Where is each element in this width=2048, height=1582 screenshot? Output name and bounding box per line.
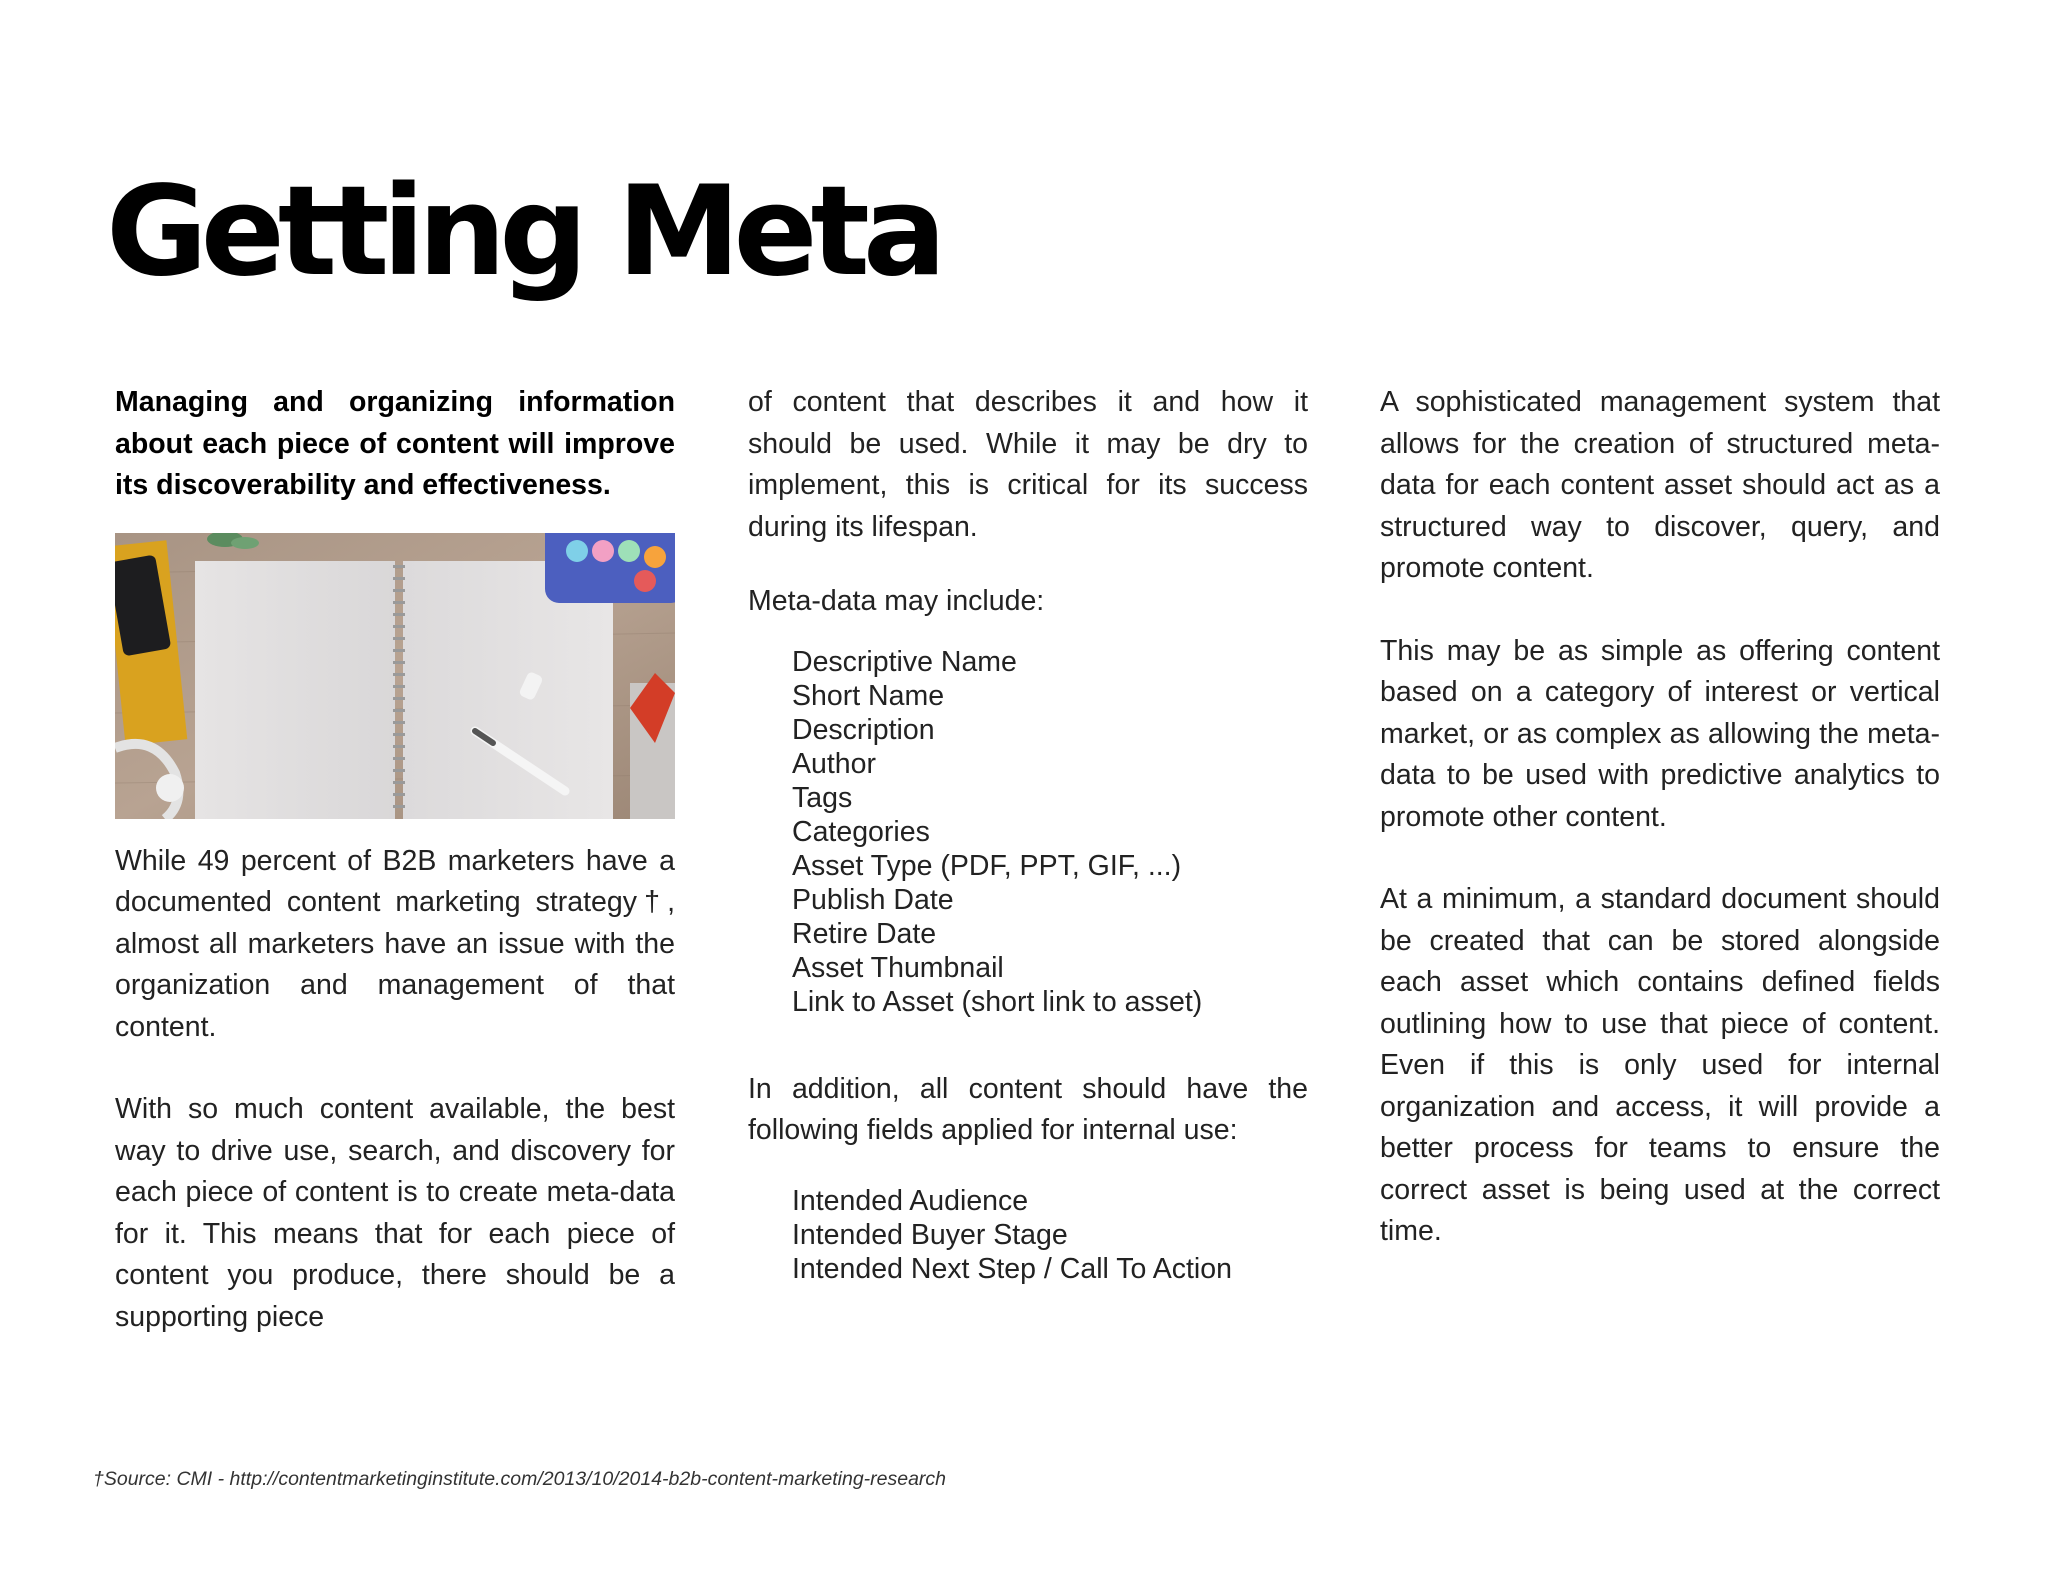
col2-paragraph-1: of content that describes it and how it should be used. While it may be dry to implement, this is critical for its success during its lifespan. [748,386,1308,543]
list-item: Intended Audience [792,1184,1029,1217]
internal-fields-list [748,1184,1308,1286]
list-item: Asset Thumbnail [792,951,1004,984]
spacer [748,1152,1308,1184]
spacer [1380,838,1940,879]
spacer [748,623,1308,645]
list-item: Categories [792,815,930,848]
meta-list-intro: Meta-data may include: [748,585,1045,617]
notebook-desk-photo [115,533,675,819]
col3-paragraph-2: This may be as simple as offering content based on a category of interest or vertical market, or as complex as allowing the meta-data to be used with predictive analytics to promote other content. [1380,634,1940,833]
meta-data-list [748,645,1308,1019]
list-item: Tags [792,781,853,814]
spacer [748,1019,1308,1069]
list-item: Short Name [792,679,945,712]
col3-paragraph-3: At a minimum, a standard document should be created that can be stored alongside each asset which contains defined fields outlining how to use that piece of content. Even if this is only used for internal organization and access, it will provide a better process for teams to ensure the correct asset is being used at the correct time. [1380,883,1940,1247]
list-item: Descriptive Name [792,645,1017,678]
column-2 [748,382,1308,1286]
spacer [1380,590,1940,631]
col3-paragraph-1: A sophisticated management system that allows for the creation of structured meta-data for each content asset should act as a structured way to discover, query, and promote content. [1380,386,1940,584]
list-item: Asset Type (PDF, PPT, GIF, ...) [792,849,1182,882]
col1-paragraph-1: While 49 percent of B2B marketers have a documented content marketing strategy†, almost all marketers have an issue with the organization and management of that content. [115,844,675,1043]
spacer [748,548,1308,581]
list-item: Link to Asset (short link to asset) [792,985,1203,1018]
list-item: Intended Next Step / Call To Action [792,1252,1232,1285]
column-3 [1380,382,1940,1253]
spacer [115,1048,675,1089]
col2-paragraph-2: In addition, all content should have the following fields applied for internal use: [748,1072,1308,1146]
page-title: Getting Meta [106,160,940,304]
source-footnote: †Source: CMI - http://contentmarketinginstitute.com/2013/10/2014-b2b-content-marketing-research [93,1468,947,1490]
lead-paragraph: Managing and organizing information about each piece of content will improve its discoverability and effectiveness. [115,386,675,501]
list-item: Author [792,747,876,780]
list-item: Publish Date [792,883,954,916]
list-item: Retire Date [792,917,937,950]
col1-paragraph-2: With so much content available, the best way to drive use, search, and discovery for each piece of content is to create meta-data for it. This means that for each piece of content you produce, there should be a supporting piece [115,1093,675,1333]
list-item: Intended Buyer Stage [792,1218,1068,1251]
column-1 [115,382,675,1338]
list-item: Description [792,713,935,746]
